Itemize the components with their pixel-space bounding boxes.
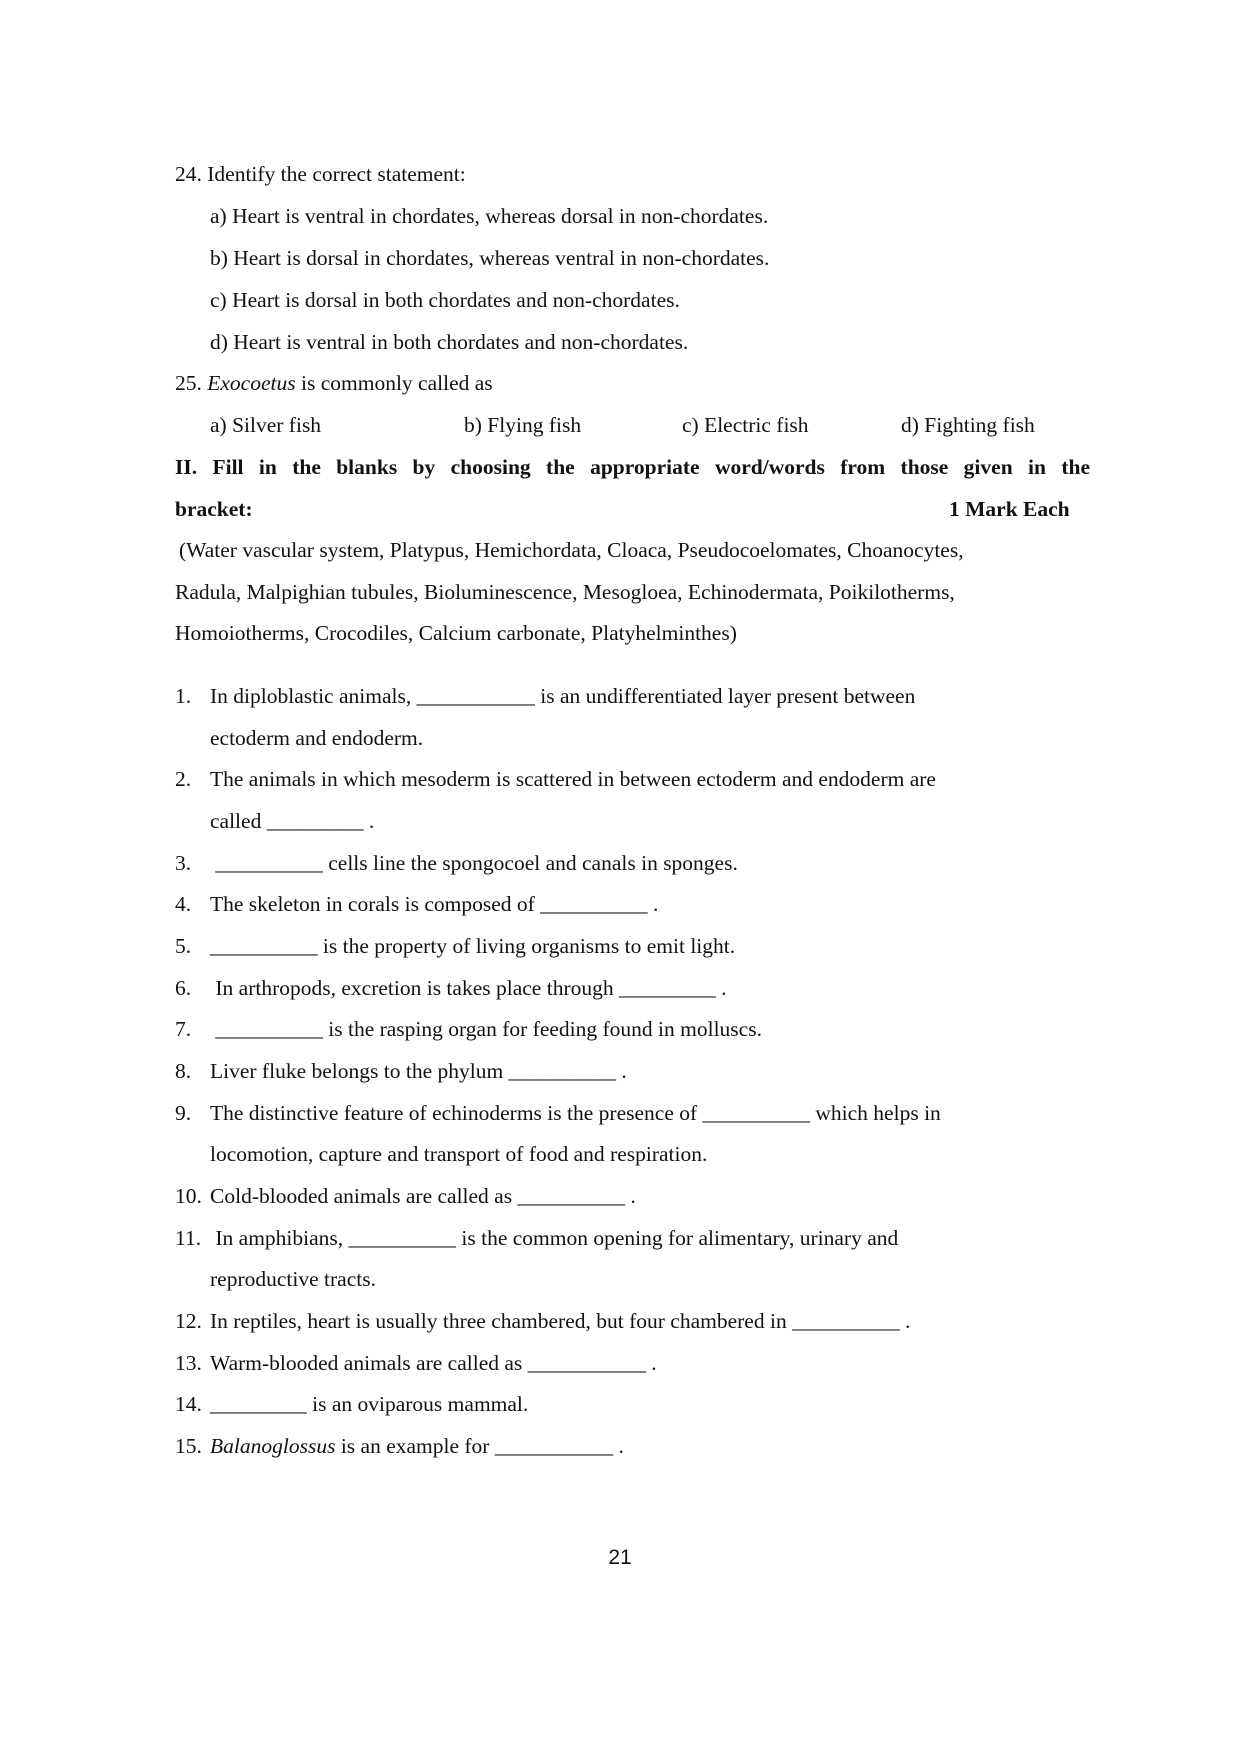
section-heading: II. Fill in the blanks by choosing the appropriate word/words from those given in the xyxy=(175,455,1090,479)
blank-question-9-cont: locomotion, capture and transport of food and respiration. xyxy=(210,1142,708,1166)
question-text: In reptiles, heart is usually three chambered, but four chambered in __________ . xyxy=(210,1309,911,1333)
word-bank-line-2: Radula, Malpighian tubules, Bioluminescence, Mesogloea, Echinodermata, Poikilotherms, xyxy=(175,580,955,604)
blank-question-7 xyxy=(175,1017,762,1041)
blank-question-11 xyxy=(175,1226,899,1250)
question-25 xyxy=(175,373,493,395)
question-text: Liver fluke belongs to the phylum __________ . xyxy=(210,1059,627,1083)
question-text: __________ cells line the spongocoel and canals in sponges. xyxy=(210,851,738,875)
question-number: 4. xyxy=(175,892,192,916)
option-24a: a) Heart is ventral in chordates, whereas dorsal in non-chordates. xyxy=(210,204,769,228)
blank-question-12 xyxy=(175,1309,911,1333)
question-number: 7. xyxy=(175,1017,192,1041)
question-number: 25. xyxy=(175,371,202,395)
question-number: 8. xyxy=(175,1059,192,1083)
word-bank-line-1: (Water vascular system, Platypus, Hemichordata, Cloaca, Pseudocoelomates, Choanocytes, xyxy=(179,538,964,562)
question-text: In amphibians, __________ is the common opening for alimentary, urinary and xyxy=(210,1226,899,1250)
blank-question-6 xyxy=(175,976,727,1000)
question-number: 5. xyxy=(175,934,192,958)
option-25c: c) Electric fish xyxy=(682,413,809,437)
blank-question-5 xyxy=(175,934,736,958)
question-text: The animals in which mesoderm is scattered in between ectoderm and endoderm are xyxy=(210,767,936,791)
option-25a: a) Silver fish xyxy=(210,413,322,437)
section-heading-cont: bracket: xyxy=(175,497,253,521)
question-number: 6. xyxy=(175,976,192,1000)
page-number: 21 xyxy=(608,1546,632,1569)
question-number: 1. xyxy=(175,684,192,708)
question-24 xyxy=(175,164,466,186)
question-text-rest: is an example for ___________ . xyxy=(335,1434,624,1458)
question-number: 12. xyxy=(175,1309,202,1333)
question-text: Cold-blooded animals are called as __________ . xyxy=(210,1184,636,1208)
blank-question-11-cont: reproductive tracts. xyxy=(210,1267,376,1291)
blank-question-4 xyxy=(175,892,659,916)
species-name: Exocoetus xyxy=(207,371,296,395)
option-25b: b) Flying fish xyxy=(464,413,582,437)
option-24d: d) Heart is ventral in both chordates and non-chordates. xyxy=(210,330,689,354)
question-number: 3. xyxy=(175,851,192,875)
question-number: 14. xyxy=(175,1392,202,1416)
question-text: In arthropods, excretion is takes place through _________ . xyxy=(210,976,727,1000)
option-25d: d) Fighting fish xyxy=(901,413,1035,437)
word-bank-line-3: Homoiotherms, Crocodiles, Calcium carbonate, Platyhelminthes) xyxy=(175,621,737,645)
question-text: __________ is the rasping organ for feeding found in molluscs. xyxy=(210,1017,762,1041)
question-text xyxy=(210,1436,624,1458)
blank-question-8 xyxy=(175,1059,627,1083)
blank-question-2 xyxy=(175,767,936,791)
question-text: The distinctive feature of echinoderms is the presence of __________ which helps in xyxy=(210,1101,941,1125)
blank-question-3 xyxy=(175,851,738,875)
blank-question-15 xyxy=(175,1434,624,1458)
question-number: 2. xyxy=(175,767,192,791)
question-text: In diploblastic animals, ___________ is an undifferentiated layer present between xyxy=(210,684,916,708)
question-number: 9. xyxy=(175,1101,192,1125)
blank-question-1 xyxy=(175,684,916,708)
blank-question-14 xyxy=(175,1392,529,1416)
question-text: The skeleton in corals is composed of __________ . xyxy=(210,892,659,916)
question-number: 15. xyxy=(175,1434,202,1458)
question-text: Identify the correct statement: xyxy=(207,162,466,186)
blank-question-2-cont: called _________ . xyxy=(210,809,375,833)
question-text: _________ is an oviparous mammal. xyxy=(210,1392,529,1416)
blank-question-13 xyxy=(175,1351,657,1375)
question-number: 24. xyxy=(175,162,202,186)
question-text: __________ is the property of living organisms to emit light. xyxy=(210,934,736,958)
option-24c: c) Heart is dorsal in both chordates and non-chordates. xyxy=(210,288,680,312)
question-text: is commonly called as xyxy=(295,371,493,395)
question-text: Warm-blooded animals are called as ___________ . xyxy=(210,1351,657,1375)
marks-label: 1 Mark Each xyxy=(949,497,1070,521)
blank-question-10 xyxy=(175,1184,636,1208)
question-number: 13. xyxy=(175,1351,202,1375)
blank-question-1-cont: ectoderm and endoderm. xyxy=(210,726,424,750)
question-number: 10. xyxy=(175,1184,202,1208)
blank-question-9 xyxy=(175,1101,941,1125)
species-name: Balanoglossus xyxy=(210,1434,336,1458)
option-24b: b) Heart is dorsal in chordates, whereas ventral in non-chordates. xyxy=(210,246,770,270)
question-number: 11. xyxy=(175,1226,202,1250)
